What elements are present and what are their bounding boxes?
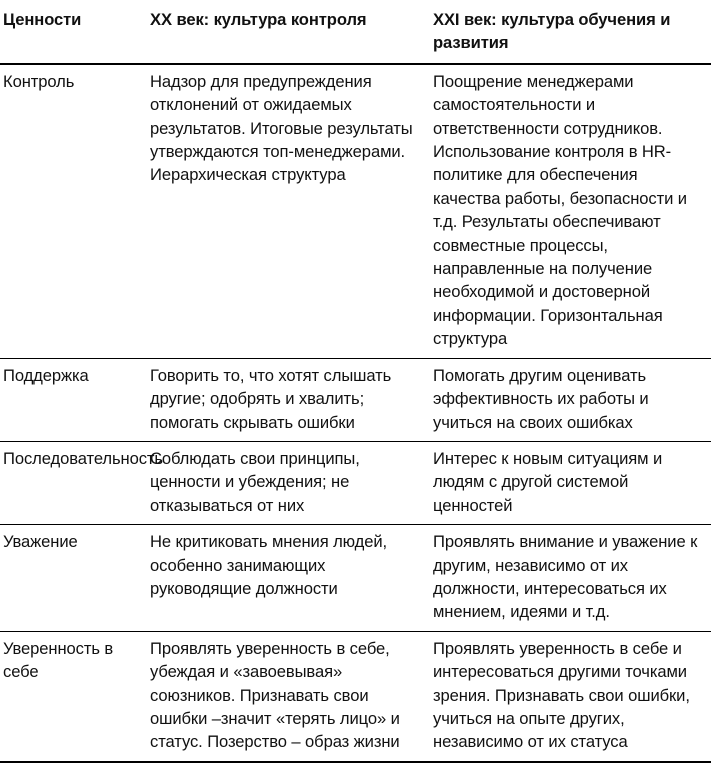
table-row-respect [0,525,711,632]
cell-xx: Говорить то, что хотят слышать другие; одобрять и хвалить; помогать скрывать ошибки [150,365,392,432]
cell-xxi: Интерес к новым ситуациям и людям с другой системой ценностей [433,448,663,515]
header-xx-century: XX век: культура контроля [146,0,429,64]
table-row-support [0,358,711,441]
cell-xxi: Поощрение менеджерами самостоятельности и ответственности сотрудников. Использование контроля в HR-политике для обеспечения качества работы, безопасности и т.д. Результаты обеспечивают совместные процессы, направленные на получение необходимой и достоверной информации. Горизонтальная структура [433,71,687,349]
header-xxi-century: XXI век: культура обучения и развития [429,0,711,64]
table-row-control [0,64,711,358]
cell-xxi: Проявлять внимание и уважение к другим, независимо от их должности, интересоваться их мнением, идеями и т.д. [433,532,698,622]
table-row-self-confidence [0,631,711,762]
cell-value: Поддержка [3,365,89,385]
cell-xx: Соблюдать свои принципы, ценности и убеждения; не отказываться от них [150,448,360,515]
table-row-consistency [0,441,711,524]
header-values: Ценности [0,0,146,64]
cell-xx: Не критиковать мнения людей, особенно занимающих руководящие должности [150,532,388,598]
cell-value: Уважение [3,532,78,552]
cell-xxi: Помогать другим оценивать эффективность их работы и учиться на своих ошибках [433,365,649,432]
cell-value: Контроль [3,71,75,91]
cell-xxi: Проявлять уверенность в себе и интересоваться другими точками зрения. Признавать свои ошибки, учиться на опыте других, независимо от их статуса [433,638,690,752]
cell-value: Последовательность [3,448,163,468]
cell-xx: Проявлять уверенность в себе, убеждая и «завоевывая» союзников. Признавать свои ошибки –значит «терять лицо» и статус. Позерство – образ жизни [150,638,400,752]
cell-value: Уверенность в себе [3,638,114,682]
cell-xx: Надзор для предупреждения отклонений от ожидаемых результатов. Итоговые результаты утверждаются топ-менеджерами. Иерархическая структура [150,71,413,185]
table-header-row [0,0,711,64]
